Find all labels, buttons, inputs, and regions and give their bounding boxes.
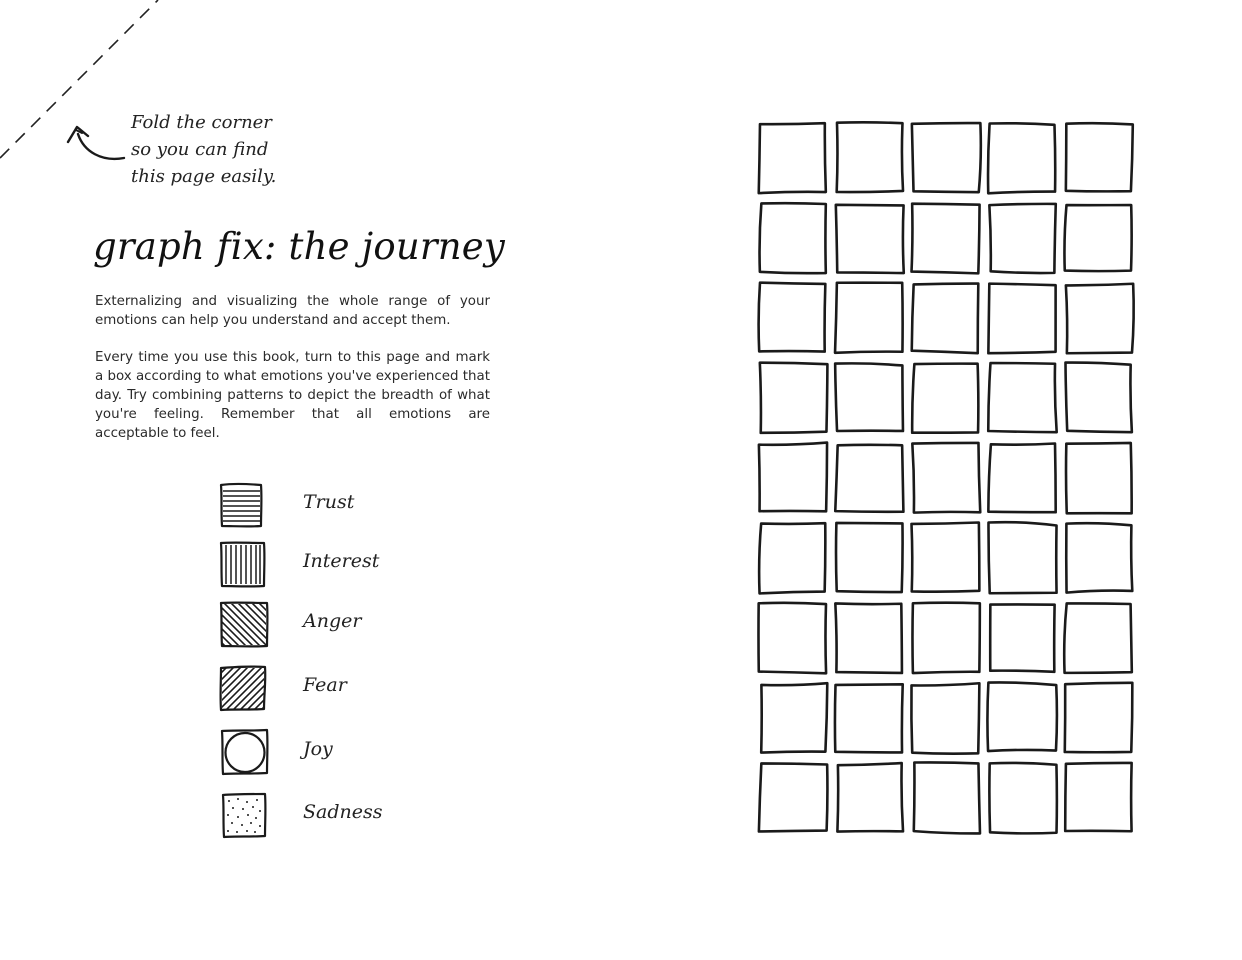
tracker-box — [989, 763, 1057, 833]
horizontal-lines-pattern-icon — [217, 480, 271, 532]
tracker-box — [912, 123, 981, 192]
vertical-lines-pattern-icon — [217, 539, 271, 591]
tracker-box — [912, 523, 980, 592]
tracker-box — [835, 283, 903, 353]
tracker-box — [911, 683, 979, 753]
tracker-box — [988, 363, 1056, 432]
tracker-box — [759, 523, 825, 593]
tracker-box — [759, 283, 826, 352]
legend-item-joy — [217, 727, 437, 779]
legend-label: Sadness — [303, 801, 383, 823]
fold-note-line: this page easily. — [131, 166, 277, 187]
tracker-box — [835, 445, 903, 512]
fold-corner-note — [131, 109, 331, 190]
tracker-box — [987, 682, 1057, 751]
tracker-box — [1065, 363, 1131, 433]
mood-tracker-grid — [752, 116, 1142, 846]
tracker-box — [1064, 603, 1132, 672]
tracker-box — [836, 205, 904, 273]
legend-label: Anger — [303, 610, 362, 632]
tracker-box — [836, 523, 903, 592]
tracker-box — [759, 123, 826, 193]
tracker-box — [912, 603, 979, 673]
tracker-box — [1065, 763, 1131, 831]
tracker-box — [988, 123, 1055, 193]
tracker-box — [758, 603, 826, 674]
curved-arrow-icon — [62, 122, 132, 172]
tracker-box — [912, 204, 980, 274]
tracker-box — [988, 284, 1055, 354]
tracker-box — [989, 204, 1055, 273]
diagonal-up-lines-pattern-icon — [217, 663, 271, 715]
tracker-box — [835, 363, 903, 431]
fold-note-line: so you can find — [131, 139, 269, 160]
legend-item-fear — [217, 663, 437, 715]
circle-pattern-icon — [217, 727, 271, 779]
tracker-box — [1066, 123, 1133, 191]
fold-note-line: Fold the corner — [131, 112, 272, 133]
instructions-paragraph: Every time you use this book, turn to this page and mark a box according to what emotions you've experienced that day. Try combining patterns to depict the breadth of what you're feeling. Remember that all emotions are acceptable to feel. — [95, 350, 490, 441]
legend-item-anger — [217, 599, 437, 651]
tracker-box — [988, 522, 1056, 593]
tracker-box — [761, 683, 827, 752]
tracker-box — [835, 684, 903, 752]
legend-label: Fear — [303, 674, 347, 696]
tracker-box — [759, 443, 827, 512]
legend-item-sadness — [217, 790, 437, 842]
diagonal-down-lines-pattern-icon — [217, 599, 271, 651]
intro-paragraph: Externalizing and visualizing the whole range of your emotions can help you understand and accept them. — [95, 294, 490, 328]
tracker-box — [988, 444, 1055, 513]
tracker-box — [914, 762, 980, 833]
tracker-box — [1065, 683, 1133, 752]
legend-label: Joy — [303, 738, 333, 760]
tracker-box — [1066, 523, 1132, 592]
tracker-box — [835, 603, 902, 672]
tracker-box — [1066, 284, 1134, 353]
legend-label: Interest — [303, 550, 380, 572]
legend-item-trust — [217, 480, 437, 532]
tracker-box — [760, 363, 828, 433]
tracker-box — [760, 203, 826, 273]
legend-item-interest — [217, 539, 437, 591]
tracker-box — [912, 284, 979, 354]
tracker-box — [912, 443, 980, 513]
tracker-box — [990, 604, 1054, 671]
tracker-box — [837, 122, 903, 192]
tracker-box — [837, 763, 903, 831]
dots-pattern-icon — [217, 790, 271, 842]
tracker-box — [912, 364, 978, 433]
legend-label: Trust — [303, 491, 355, 513]
page-title: graph fix: the journey — [93, 225, 505, 268]
tracker-box — [759, 763, 828, 831]
tracker-box — [1064, 205, 1131, 271]
tracker-box — [1066, 443, 1132, 513]
